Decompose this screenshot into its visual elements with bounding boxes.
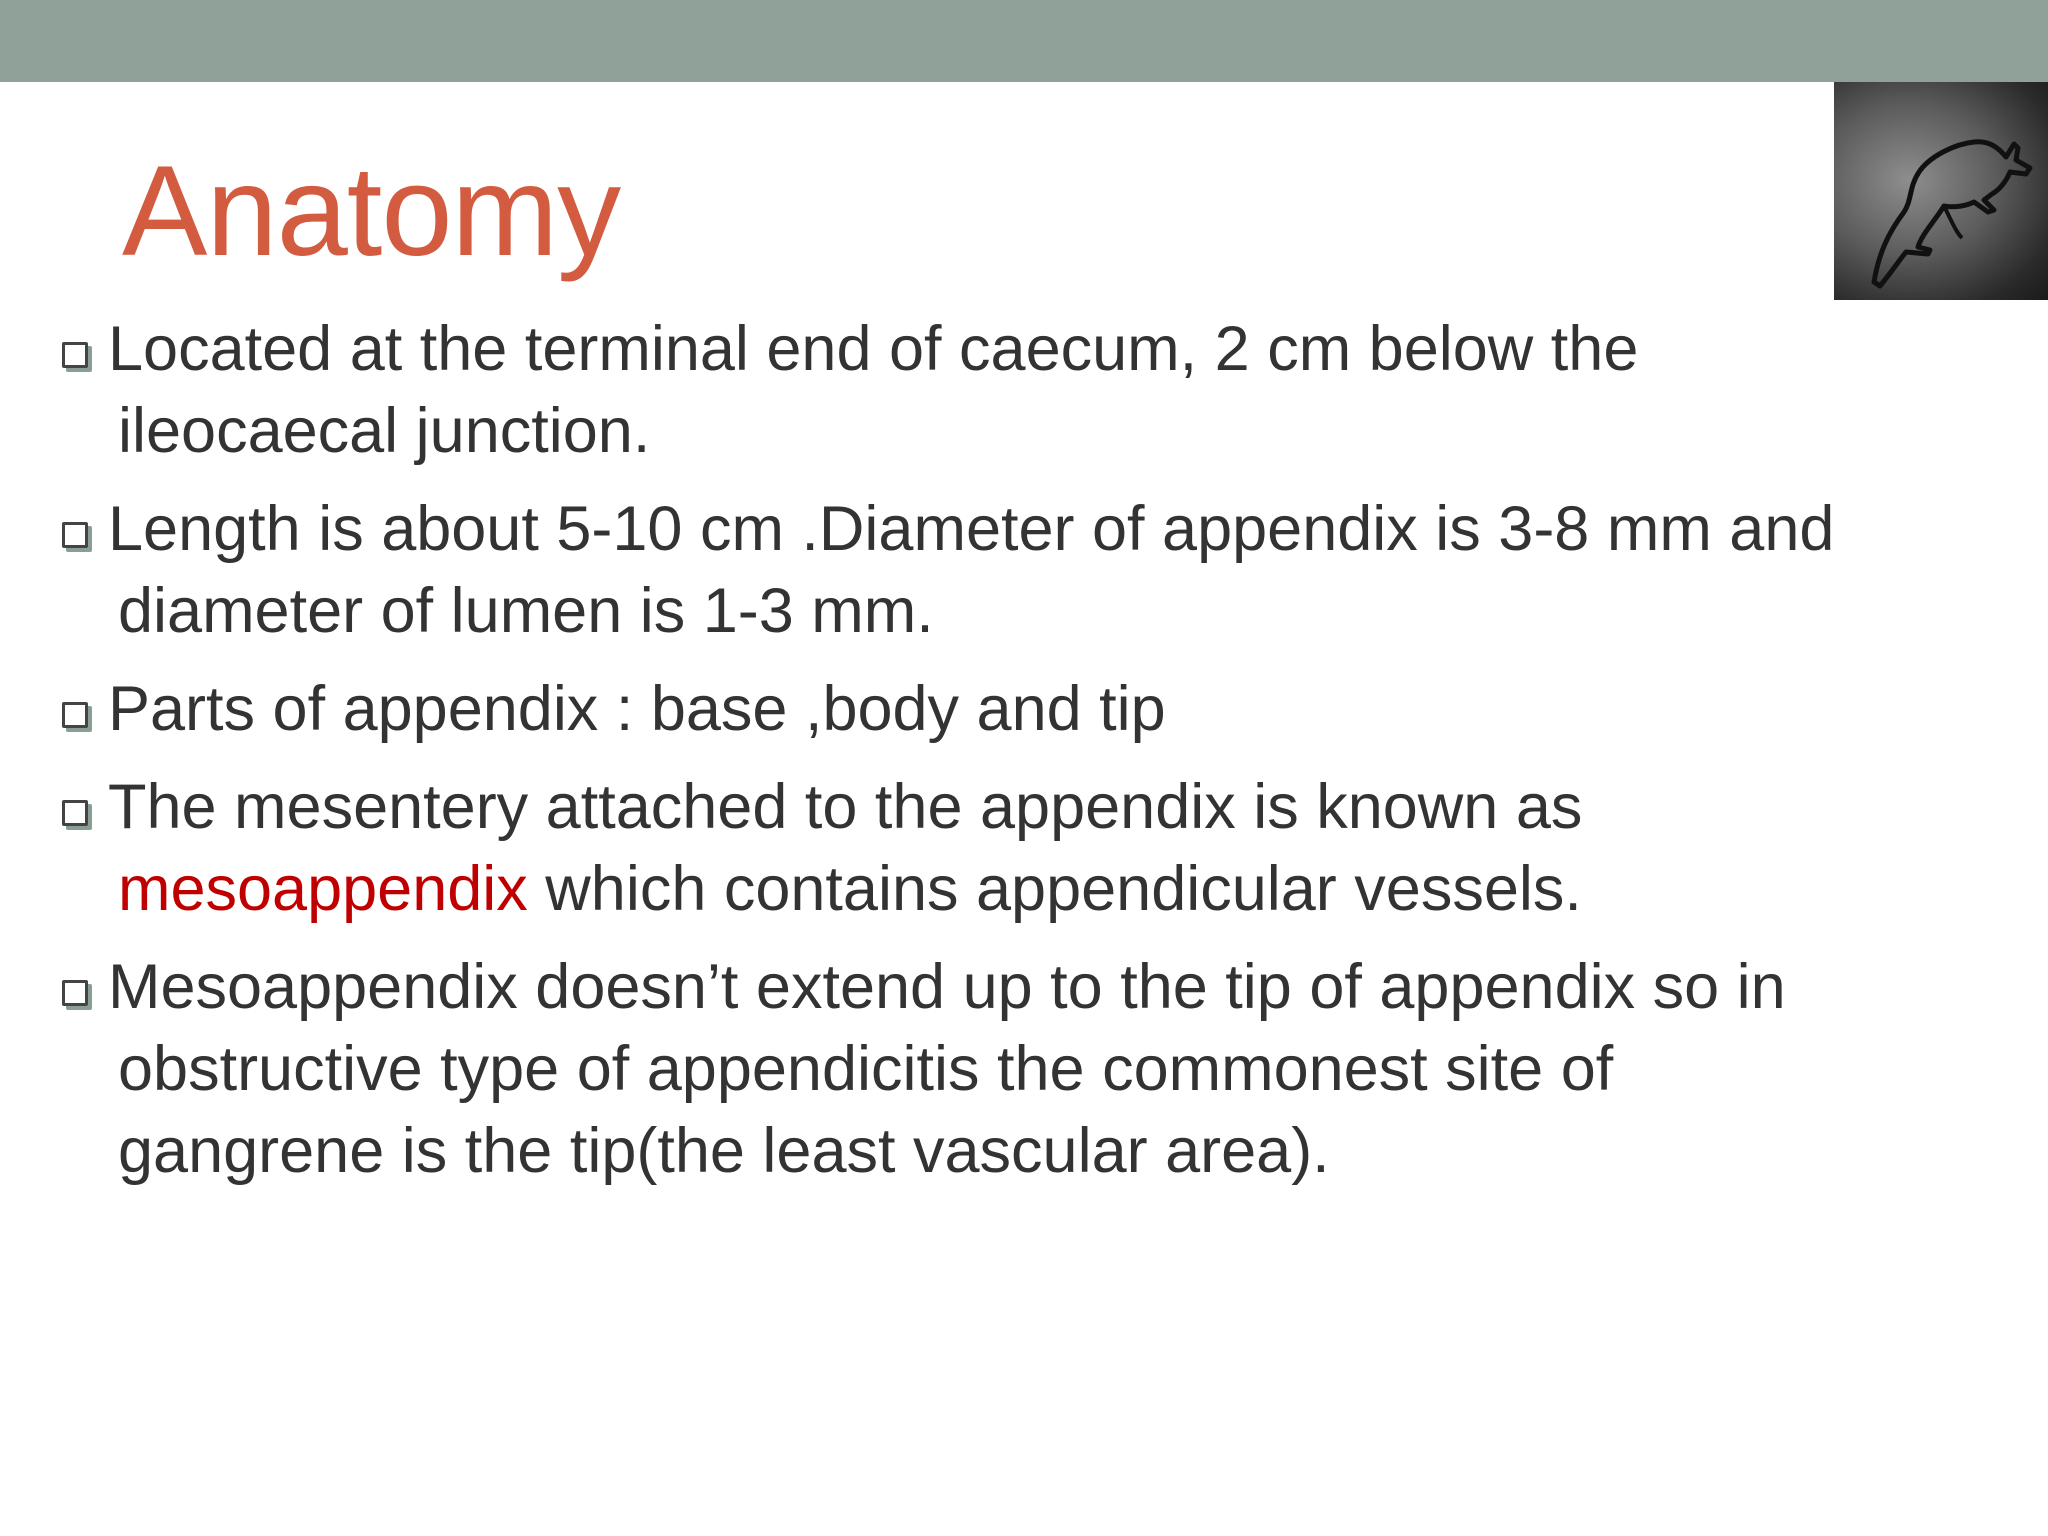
checkbox-bullet-icon bbox=[62, 702, 88, 728]
bullet-item bbox=[56, 946, 1996, 1192]
kangaroo-icon bbox=[1834, 82, 2048, 300]
slide-title: Anatomy bbox=[122, 140, 621, 283]
bullet-text-tail: which contains appendicular vessels. bbox=[527, 854, 1582, 924]
top-accent-bar bbox=[0, 0, 2048, 82]
bullet-text-continued bbox=[108, 848, 1996, 930]
checkbox-bullet-icon bbox=[62, 980, 88, 1006]
bullet-text: Mesoappendix doesn’t extend up to the tip of appendix so in bbox=[108, 952, 1786, 1022]
checkbox-bullet-icon bbox=[62, 342, 88, 368]
logo-image bbox=[1834, 82, 2048, 300]
bullet-item bbox=[56, 766, 1996, 930]
bullet-text: Located at the terminal end of caecum, 2 cm below the bbox=[108, 314, 1639, 384]
bullet-text-continued: gangrene is the tip(the least vascular area). bbox=[118, 1116, 1330, 1186]
bullet-list bbox=[56, 308, 1996, 1208]
bullet-text-continued: obstructive type of appendicitis the commonest site of bbox=[118, 1034, 1614, 1104]
bullet-text-continued: ileocaecal junction. bbox=[118, 396, 651, 466]
bullet-text-continued: diameter of lumen is 1-3 mm. bbox=[118, 576, 934, 646]
bullet-item bbox=[56, 668, 1996, 750]
highlight-term: mesoappendix bbox=[118, 854, 528, 924]
checkbox-bullet-icon bbox=[62, 800, 88, 826]
checkbox-bullet-icon bbox=[62, 522, 88, 548]
bullet-text: Length is about 5-10 cm .Diameter of appendix is 3-8 mm and bbox=[108, 494, 1835, 564]
bullet-text: Parts of appendix : base ,body and tip bbox=[108, 674, 1166, 744]
bullet-item bbox=[56, 488, 1996, 652]
bullet-item bbox=[56, 308, 1996, 472]
bullet-text: The mesentery attached to the appendix is known as bbox=[108, 772, 1583, 842]
